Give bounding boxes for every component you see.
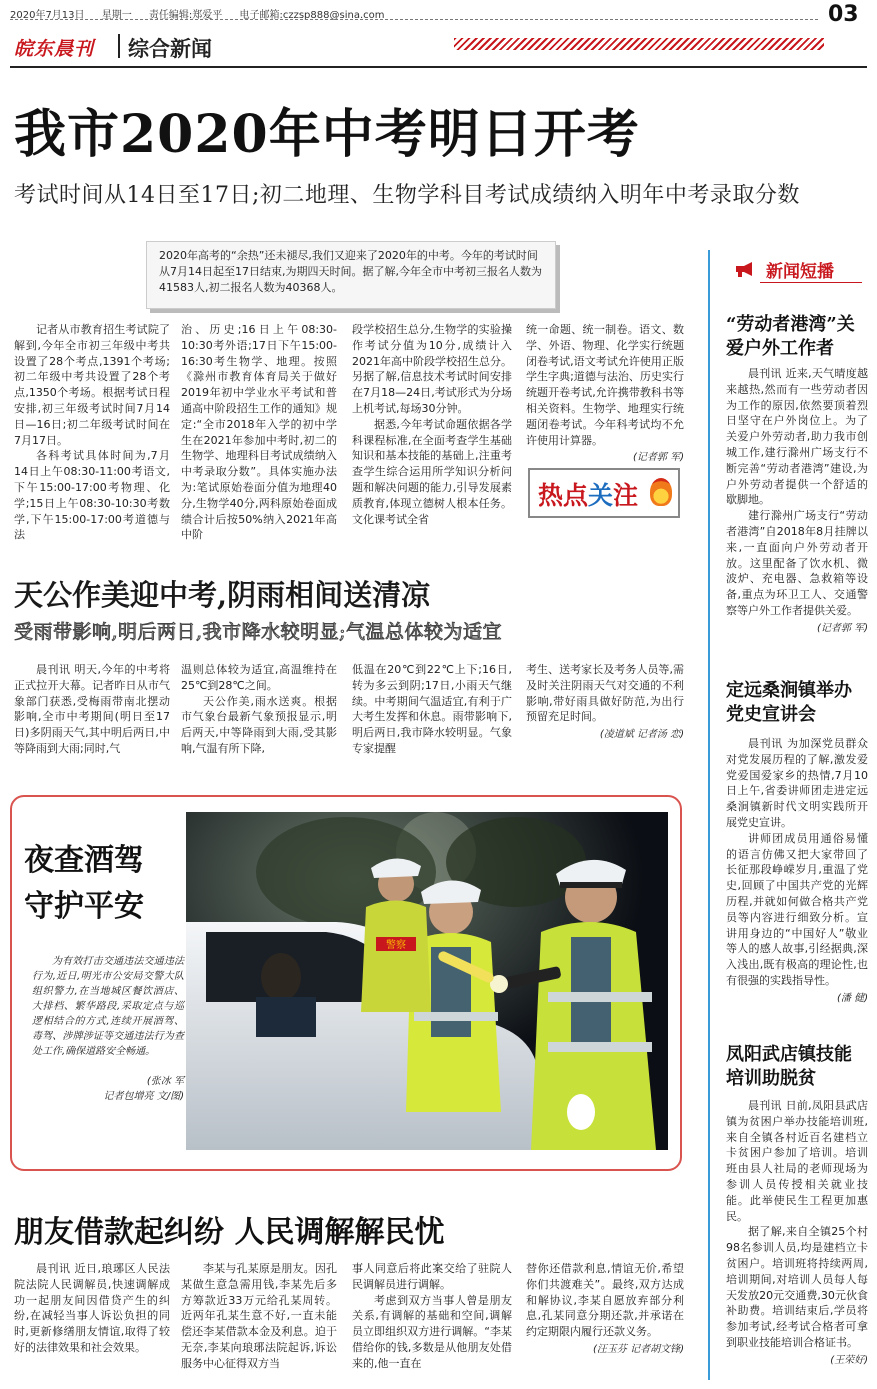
- photo-feature-caption: [32, 954, 184, 1059]
- paragraph: 晨刊讯 近日,琅琊区人民法院法院人民调解员,快速调解成功一起朋友间因借贷产生的纠纷,在减轻当事人诉讼负担的同时,更新修缮朋友情谊,取得了较好的法律效果和社会效果。: [14, 1262, 170, 1354]
- paragraph: 低温在20℃到22℃上下;16日,转为多云到阴;17日,小雨天气继续。中考期间气温适宜,有利于广大考生发挥和休息。雨带影响下,明后两日,我市降水较明显。气象专家提醒: [352, 663, 512, 755]
- page-number: 03: [828, 2, 859, 27]
- news-briefs-underline: [760, 282, 862, 283]
- paragraph: 段学校招生总分,生物学的实验操作考试分值为10分,成绩计入2021年高中阶段学校招生总分。另据了解,信息技术考试时间安排在7月18—24日,考试形式为分场上机考试,每场30分钟。: [352, 323, 512, 415]
- issue-email: 电子邮箱:czzsp888@sina.com: [239, 10, 385, 21]
- paragraph: 事人同意后将此案交给了驻院人民调解员进行调解。: [352, 1262, 512, 1291]
- lead-column-4: [526, 322, 684, 462]
- paragraph: 考虑到双方当事人曾是朋友关系,有调解的基础和空间,调解员立即组织双方进行调解。“李某借给你的钱,多数是从他朋友处借来的,他一直在: [352, 1293, 512, 1370]
- paragraph: 记者从市教育招生考试院了解到,今年全市初三年级中考共设置了28个考点,1391个考场;初二年级中考共设置了28个考点,1350个考场。根据考试日程安排,初三年级考试时间7月14日—16日;初二年级考试时间在7月17日。: [14, 323, 170, 447]
- weather-deck: 受雨带影响,明后两日,我市降水较明显;气温总体较为适宜: [14, 621, 502, 643]
- top-dashed-rule: [10, 19, 818, 20]
- lead-column-2: [181, 322, 337, 542]
- paragraph: 天公作美,雨水送爽。根据市气象台最新气象预报显示,明后两天,中等降雨到大雨,受其影响,气温有所下降,: [181, 694, 337, 755]
- photo-illustration: [186, 812, 668, 1150]
- night-checkpoint-photo: [186, 812, 668, 1150]
- paragraph: 统一命题、统一制卷。语文、数学、外语、物理、化学实行统题闭卷考试,语文考试允许使用正版学生字典;道德与法治、历史实行统题开卷考试,允许携带教科书等相关资料。生物学、地理实行统题闭卷考试。今年科考试均不允许使用计算器。: [526, 323, 684, 447]
- brief-3-byline: (王荣好): [830, 1354, 868, 1366]
- news-briefs-header: [734, 256, 860, 282]
- photo-feature-byline: [32, 1074, 184, 1104]
- paragraph: 各科考试具体时间为,7月14日上午08:30-11:00考语文,下午15:00-17:00考物理、化学;15日上午08:30-10:30考数学,下午15:00-17:00考道德与法: [14, 449, 170, 542]
- brief-1-body: [726, 366, 868, 636]
- weather-column-3: [352, 662, 512, 762]
- loan-byline: (汪玉芬 记者胡文锋): [593, 1343, 684, 1355]
- megaphone-icon: [734, 261, 756, 277]
- byline-line: 记者包增亮 文/图): [103, 1091, 184, 1102]
- paragraph: 晨刊讯 为加深党员群众对党发展历程的了解,激发爱党爱国爱家乡的热情,7月10日上午,省委讲师团走进定远桑涧镇新时代文明实践所开展党史宣讲。: [726, 737, 868, 829]
- paragraph: 晨刊讯 日前,凤阳县武店镇为贫困户举办技能培训班,来自全镇各村近百名建档立卡贫困户参加了培训。培训班由县人社局的老师现场为参训人员传授相关就业技能。此举使民生工程更加惠民。: [726, 1099, 868, 1223]
- masthead-rule: [10, 66, 867, 68]
- loan-headline: 朋友借款起纠纷 人民调解解民忧: [14, 1215, 445, 1250]
- weather-byline: (凌道斌 记者汤 恋): [599, 729, 684, 741]
- paragraph: 考生、送考家长及考务人员等,需及时关注阴雨天气对交通的不利影响,带好雨具做好防范,为出行预留充足时间。: [526, 663, 684, 724]
- issue-date: 2020年7月13日: [10, 10, 85, 21]
- hotspot-badge: [528, 468, 680, 518]
- paragraph: 据悉,今年考试命题依据各学科课程标准,在全面考查学生基础知识和基本技能的基础上,注重考查学生综合运用所学知识分析问题和解决问题的能力,引导发展素质教育,体现立德树人根本任务。文化课考试全省: [352, 417, 512, 526]
- brief-1-title: “劳动者港湾”关爱户外工作者: [726, 314, 855, 359]
- paragraph: 治、历史;16日上午08:30-10:30考外语;17日下午15:00-16:30考生物学、地理。按照《滁州市教育体育局关于做好2019年初中学业水平考试和普通高中阶段招生工作的通知》规定:“全市2018年入学的初中学生在2021年参加中考时,初二的生物学、地理科目考试成绩纳入中考录取分数”。具体实施办法为:笔试原始卷面分值为地理40分,生物学40分,两科原始卷面成绩合计后按50%纳入2021年高中阶: [181, 323, 337, 542]
- lead-column-3: [352, 322, 512, 526]
- weather-column-4: [526, 662, 684, 762]
- title-line-1: 夜查酒驾: [24, 843, 144, 878]
- paragraph: 讲师团成员用通俗易懂的语言仿佛又把大家带回了长征那段峥嵘岁月,重温了党史,回顾了中国共产党的光辉历程,并就如何做合格共产党员等内容进行细致分析。宣讲用身边的“中国好人”敬业等人的感人故事,引经据典,深入浅出,既有极高的理论性,也有很强的实践指导性。: [726, 831, 868, 987]
- brief-3-title: 凤阳武店镇技能培训助脱贫: [726, 1044, 852, 1089]
- lead-subhead: 考试时间从14日至17日;初二地理、生物学科目考试成绩纳入明年中考录取分数: [14, 183, 800, 208]
- paragraph: 李某与孔某原是朋友。因孔某做生意急需用钱,李某先后多方筹款近33万元给孔某周转。近两年孔某生意不好,一直未能偿还李某借款本金及利息。迫于无奈,李某向琅琊法院起诉,诉讼服务中心征得双方当: [181, 1262, 337, 1370]
- loan-column-2: [181, 1261, 337, 1379]
- photo-feature-title: [24, 838, 144, 930]
- news-briefs-label: 新闻短播: [766, 262, 834, 282]
- paragraph: 替你还借款利息,情谊无价,希望你们共渡难关”。最终,双方达成和解协议,李某自愿放弃部分利息,孔某同意分期还款,并承诺在约定期限内履行还款义务。: [526, 1262, 684, 1339]
- loan-column-3: [352, 1261, 512, 1379]
- paragraph: 建行滁州广场支行“劳动者港湾”自2018年8月挂牌以来,一直面向户外劳动者开放。这里配备了饮水机、微波炉、充电器、急救箱等设备,重点为环卫工人、交通警察等户外工作者提供关爱。: [726, 509, 868, 617]
- brief-3-body: [726, 1098, 868, 1380]
- loan-column-1: [14, 1261, 170, 1379]
- flame-icon: [650, 478, 672, 506]
- brief-2-title: 定远桑涧镇举办党史宣讲会: [726, 680, 852, 725]
- paragraph: 晨刊讯 明天,今年的中考将正式拉开大幕。记者昨日从市气象部门获悉,受梅雨带南北摆动影响,全市中考期间(明日至17日)多阴雨天气,其中明后两日,中等降雨到大雨;同时,气: [14, 663, 170, 755]
- issue-weekday: 星期一: [101, 10, 132, 21]
- title-line-2: 守护平安: [24, 889, 144, 924]
- newspaper-logo: 皖东晨刊: [14, 38, 95, 60]
- paragraph: 晨刊讯 近来,天气晴度越来越热,然而有一些劳动者因为工作的原因,依然要顶着烈日坚守在户外岗位上。为了关爱户外劳动者,助力我市创城工作,建行滁州广场支行不断完善“劳动者港湾”建设,为户外劳动者提供一个舒适的歇脚地。: [726, 367, 868, 507]
- masthead-stripe: [454, 38, 824, 50]
- byline-line: (张冰 军: [146, 1076, 184, 1087]
- lead-column-1: [14, 322, 170, 542]
- sidebar-rule: [708, 250, 710, 1380]
- brief-2-body: [726, 736, 868, 1004]
- weather-column-2: [181, 662, 337, 762]
- paragraph: 为有效打击交通违法交通违法行为,近日,明光市公安局交警大队组织警力,在当地城区餐饮酒店、大排档、繁华路段,采取定点与巡逻相结合的方式,连续开展酒驾、毒驾、涉牌涉证等交通违法行为查处工作,确保道路安全畅通。: [32, 956, 184, 1057]
- paragraph: 据了解,来自全镇25个村98名参训人员,均是建档立卡贫困户。培训班将持续两周,培训期间,对培训人员每人每天发放20元交通费,30元伙食补助费。培训结束后,学员将参加考试,经考试合格者可拿到职业技能培训合格证书。: [726, 1225, 868, 1349]
- lead-intro-box: 2020年高考的“余热”还未褪尽,我们又迎来了2020年的中考。今年的考试时间从7月14日起至17日结束,为期四天时间。据了解,今年全市中考初三报名人数为41583人,初二报名人数为40368人。: [146, 241, 556, 309]
- brief-1-byline: (记者郭 军): [817, 622, 868, 634]
- police-badge-text: 警察: [386, 940, 406, 951]
- paragraph: 温则总体较为适宜,高温维持在25℃到28℃之间。: [181, 663, 337, 692]
- lead-headline: 我市2020年中考明日开考: [14, 104, 640, 165]
- weather-column-1: [14, 662, 170, 762]
- loan-column-4: [526, 1261, 684, 1379]
- weather-headline: 天公作美迎中考,阴雨相间送清凉: [14, 578, 431, 612]
- hotspot-label: 热点关注: [538, 481, 639, 510]
- logo-divider: [118, 34, 120, 58]
- section-title: 综合新闻: [128, 36, 212, 61]
- lead-byline: (记者郭 军): [633, 452, 684, 464]
- brief-2-byline: (潘 健): [837, 992, 868, 1004]
- issue-editor: 责任编辑:郑爱平: [148, 10, 223, 21]
